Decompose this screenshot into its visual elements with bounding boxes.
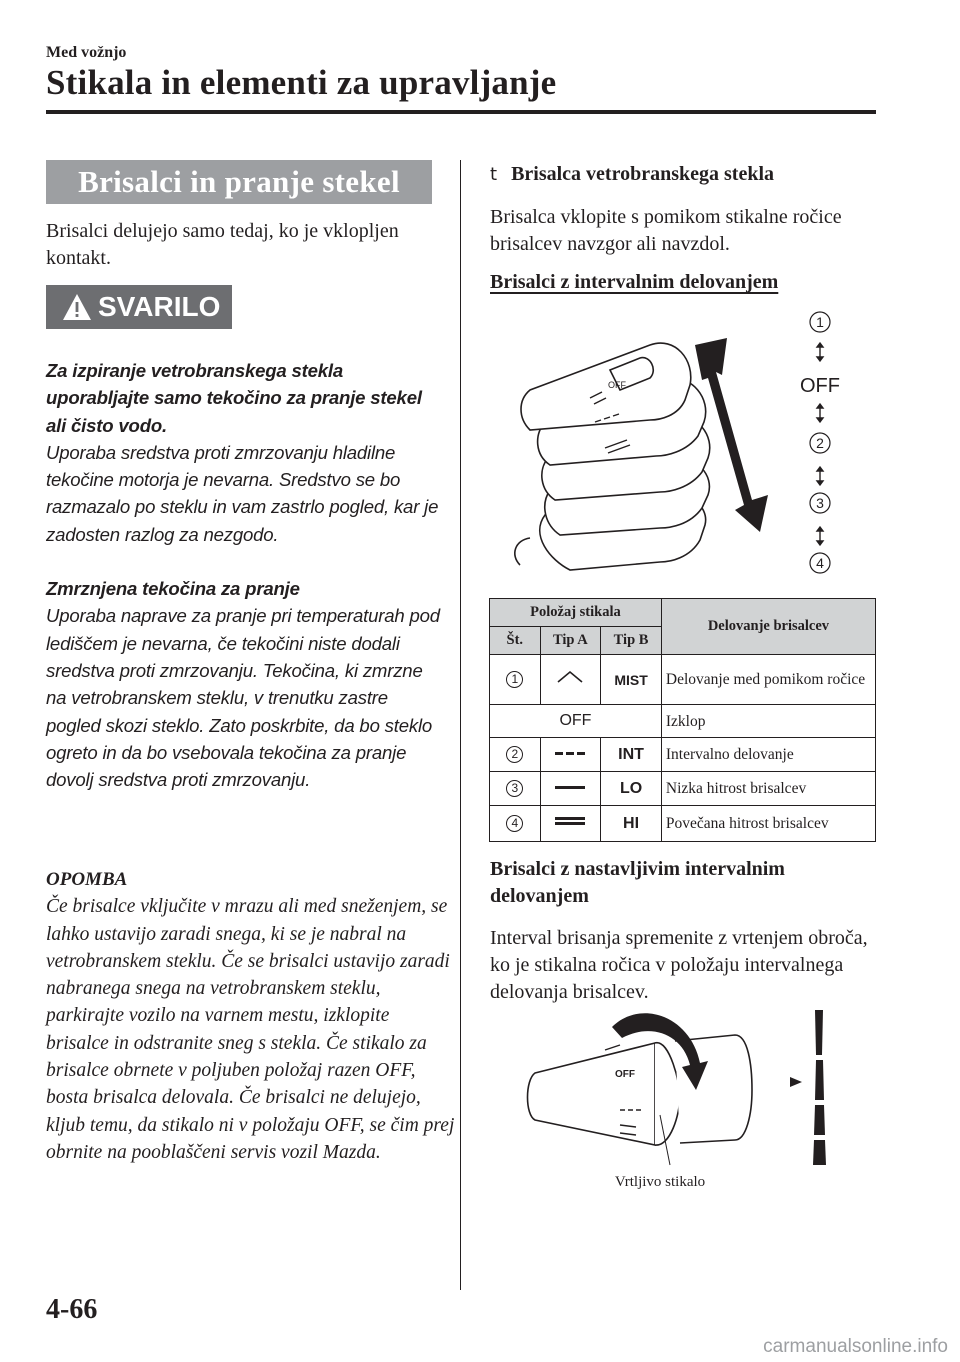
warning-triangle-icon (62, 293, 92, 321)
warning-label: SVARILO (98, 291, 221, 322)
page-title: Stikala in elementi za upravljanje (46, 63, 557, 102)
adjustable-interval-heading: Brisalci z nastavljivim intervalnim delovanjem (490, 858, 785, 907)
type-b-label: LO (601, 772, 662, 806)
intermittent-heading: Brisalci z intervalnim delovanjem (490, 271, 779, 293)
lever-side-view (528, 1035, 753, 1145)
wiper-paragraph: Brisalca vklopite s pomikom stikalne ročice brisalcev navzgor ali navzdol. (490, 206, 842, 255)
type-b-label: INT (601, 738, 662, 772)
rotary-ring-diagram (520, 1005, 880, 1200)
warning-text (46, 357, 446, 793)
pos-1-label: 1 (816, 314, 824, 330)
adjustable-interval-paragraph: Interval brisanja spremenite z vrtenjem obroča, ko je stikalna ročica v položaju intervalnega delovanja brisalcev. (490, 927, 868, 1003)
int-symbol-icon (553, 750, 587, 758)
note-block (46, 866, 456, 1166)
pos-4-label: 4 (816, 555, 824, 571)
wiper-lever-diagram (490, 300, 880, 590)
row-action: Povečana hitrost brisalcev (661, 806, 875, 842)
pos-2-label: 2 (816, 435, 824, 451)
table-row (490, 655, 876, 705)
table-row (490, 772, 876, 806)
warning2-text: Uporaba naprave za pranje pri temperaturah pod lediščem je nevarna, če tekočini niste dodali sredstva proti zmrzovanju. Tekočina, ki zmrzne na vetrobranskem steklu, v trenutku zastre pogled skozi steklo. Zato poskrbite, da bo steklo ogreto in da bo vsebovala tekočina za pranje dovolj sredstva proti zmrzovanju. (46, 605, 440, 791)
type-b-label: MIST (601, 655, 662, 705)
off-label: OFF (490, 705, 662, 738)
section-label: Med vožnjo (46, 44, 127, 61)
row-number: 2 (506, 746, 523, 763)
row-number: 3 (506, 780, 523, 797)
warning1-bold: Za izpiranje vetrobranskega stekla uporabljajte samo tekočino za pranje stekel ali čisto vodo. (46, 360, 422, 436)
header-rule (46, 110, 876, 114)
subheading-text: Brisalca vetrobranskega stekla (511, 163, 775, 185)
table-row (490, 806, 876, 842)
row-number: 1 (506, 671, 523, 688)
hi-symbol-icon (553, 815, 587, 827)
bullet-icon: t (490, 164, 498, 185)
row-action: Delovanje med pomikom ročice (661, 655, 875, 705)
table-row (490, 705, 876, 738)
row-action: Izklop (661, 705, 875, 738)
section-banner: Brisalci in pranje stekel (46, 160, 432, 204)
row-number: 4 (506, 815, 523, 832)
page-number: 4-66 (46, 1294, 98, 1325)
row-action: Nizka hitrost brisalcev (661, 772, 875, 806)
column-divider (460, 160, 461, 1290)
table-head-action: Delovanje brisalcev (661, 599, 875, 655)
table-row (490, 738, 876, 772)
lever-illustration (515, 343, 710, 570)
table-head-type-a: Tip A (540, 627, 601, 655)
lever2-off-label: OFF (615, 1069, 635, 1080)
wiper-positions-table (489, 598, 876, 842)
table-head-no: Št. (490, 627, 541, 655)
lo-symbol-icon (553, 784, 587, 792)
watermark: carmanualsonline.info (763, 1336, 948, 1357)
warning1-text: Uporaba sredstva proti zmrzovanju hladilne tekočine motorja je nevarna. Sredstvo se bo razmazalo po steklu in vam zastrlo pogled, kar je zadosten razlog za nezgodo. (46, 441, 439, 545)
row-action: Intervalno delovanje (661, 738, 875, 772)
interval-scale (790, 1010, 826, 1165)
pos-off-label: OFF (800, 375, 840, 397)
warning-badge (46, 285, 232, 329)
type-b-label: HI (601, 806, 662, 842)
subheading (490, 163, 774, 186)
intro-paragraph: Brisalci delujejo samo tedaj, ko je vklopljen kontakt. (46, 220, 399, 269)
note-text: Če brisalce vključite v mrazu ali med sneženjem, se lahko ustavijo zaradi snega, ki se je nabral na vetrobranskem steklu. Če se brisalci ustavijo zaradi nabranega snega na vetrobranskem steklu, parkirajte vozilo na varnem mestu, izklopite brisalce in odstranite sneg s stekla. Če stikalo za brisalce obrnete v poljuben položaj razen OFF, bosta brisalca delovala. Če brisalci ne delujejo, kljub temu, da stikalo ni v položaju OFF, se čim prej obrnite na pooblaščeni servis vozil Mazda. (46, 896, 455, 1163)
table-head-type-b: Tip B (601, 627, 662, 655)
mist-symbol-icon (555, 670, 585, 684)
warning2-bold: Zmrznjena tekočina za pranje (46, 578, 300, 600)
pos-3-label: 3 (816, 495, 824, 511)
ring-caption: Vrtljivo stikalo (614, 1174, 706, 1190)
table-head-group: Položaj stikala (490, 599, 662, 627)
lever-off-label: OFF (608, 380, 626, 390)
note-title: OPOMBA (46, 869, 128, 890)
